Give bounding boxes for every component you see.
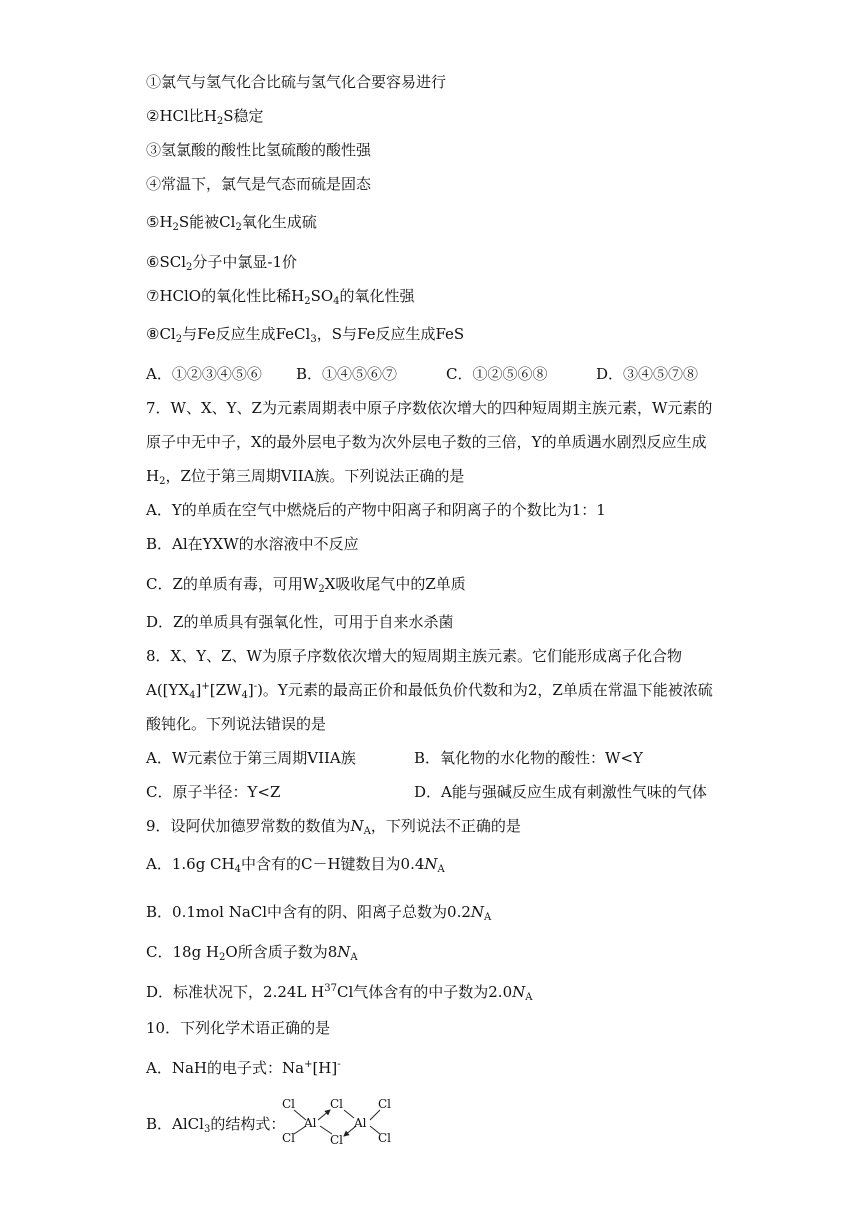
statement-1: ①氯气与氢气化合比硫与氢气化合要容易进行: [146, 73, 447, 91]
q6-option-a[interactable]: A．①②③④⑤⑥: [146, 365, 262, 383]
q7-stem-line-1: 7．W、X、Y、Z为元素周期表中原子序数依次增大的四种短周期主族元素，W元素的: [146, 399, 713, 417]
q8-stem-line-2: $A([YX_4]^+[ZW_4]^-)$。Y元素的最高正价和最低负价代数和为2，Z单质在常温下能被浓硫: [146, 681, 713, 701]
q10-option-a[interactable]: A．NaH的电子式：Na+[H]-: [146, 1059, 341, 1077]
q8-stem-line-3: 酸钝化。下列说法错误的是: [146, 715, 327, 733]
statement-6: ⑥SCl$_2$分子中氯显-1价: [146, 253, 297, 273]
statement-3: ③氢氯酸的酸性比氢硫酸的酸性强: [146, 141, 372, 159]
al-cl-atom: Cl: [330, 1133, 344, 1147]
q9-option-c[interactable]: C．18g $H_2O$所含质子数为$8N_A$: [146, 943, 358, 963]
al-cl-atom: Cl: [282, 1131, 296, 1145]
q9-stem: 9．设阿伏加德罗常数的数值为$N_A$，下列说法不正确的是: [146, 817, 521, 837]
q8-option-c[interactable]: C．原子半径：Y<Z: [146, 783, 281, 801]
q8-stem-line-1: 8．X、Y、Z、W为原子序数依次增大的短周期主族元素。它们能形成离子化合物: [146, 647, 682, 665]
q6-option-d[interactable]: D．③④⑤⑦⑧: [596, 365, 699, 383]
q8-option-a[interactable]: A．W元素位于第三周期VIIA族: [146, 749, 356, 767]
q7-option-a[interactable]: A．Y的单质在空气中燃烧后的产物中阳离子和阴离子的个数比为1：1: [146, 501, 606, 519]
alcl3-structure-diagram: [276, 1094, 406, 1148]
q6-option-b[interactable]: B．①④⑤⑥⑦: [296, 365, 398, 383]
q7-stem-line-3: $H_2$，Z位于第三周期VIIA族。下列说法正确的是: [146, 467, 465, 487]
q10-option-b-label[interactable]: B．AlCl$_3$的结构式：: [146, 1115, 286, 1135]
al-atom: Al: [304, 1116, 317, 1130]
q7-option-b[interactable]: B．Al在YXW的水溶液中不反应: [146, 535, 359, 553]
q7-option-d[interactable]: D．Z的单质具有强氧化性，可用于自来水杀菌: [146, 613, 454, 631]
q7-stem-line-2: 原子中无中子，X的最外层电子数为次外层电子数的三倍，Y的单质遇水剧烈反应生成: [146, 433, 707, 451]
q8-option-b[interactable]: B．氧化物的水化物的酸性：W<Y: [414, 749, 643, 767]
al-cl-atom: Cl: [282, 1097, 296, 1111]
q9-option-a[interactable]: A．1.6g $CH_4$中含有的C－H键数目为$0.4N_A$: [146, 855, 445, 875]
q8-option-d[interactable]: D．A能与强碱反应生成有刺激性气味的气体: [414, 783, 707, 801]
al-cl-atom: Cl: [378, 1097, 392, 1111]
al-cl-atom: Cl: [378, 1131, 392, 1145]
statement-8: $⑧Cl_2$与Fe反应生成FeCl$_3$，S与Fe反应生成FeS: [146, 325, 465, 345]
statement-2: ②HCl比$H_2S$稳定: [146, 107, 264, 127]
q7-option-c[interactable]: C．Z的单质有毒，可用$W_2X$吸收尾气中的Z单质: [146, 575, 466, 595]
al-atom: Al: [354, 1116, 367, 1130]
statement-5: $⑤H_2S$能被$Cl_2$氧化生成硫: [146, 213, 317, 233]
q6-option-c[interactable]: C．①②⑤⑥⑧: [446, 365, 548, 383]
al-cl-atom: Cl: [330, 1097, 344, 1111]
statement-7: ⑦HClO的氧化性比稀$H_2SO_4$的氧化性强: [146, 287, 415, 307]
q9-option-b[interactable]: B．0.1mol NaCl中含有的阴、阳离子总数为$0.2N_A$: [146, 903, 492, 923]
q10-stem: 10．下列化学术语正确的是: [146, 1019, 331, 1037]
q9-option-d[interactable]: D．标准状况下，2.24L $H^{37}Cl$气体含有的中子数为$2.0N_A$: [146, 983, 533, 1003]
statement-4: ④常温下，氯气是气态而硫是固态: [146, 175, 372, 193]
